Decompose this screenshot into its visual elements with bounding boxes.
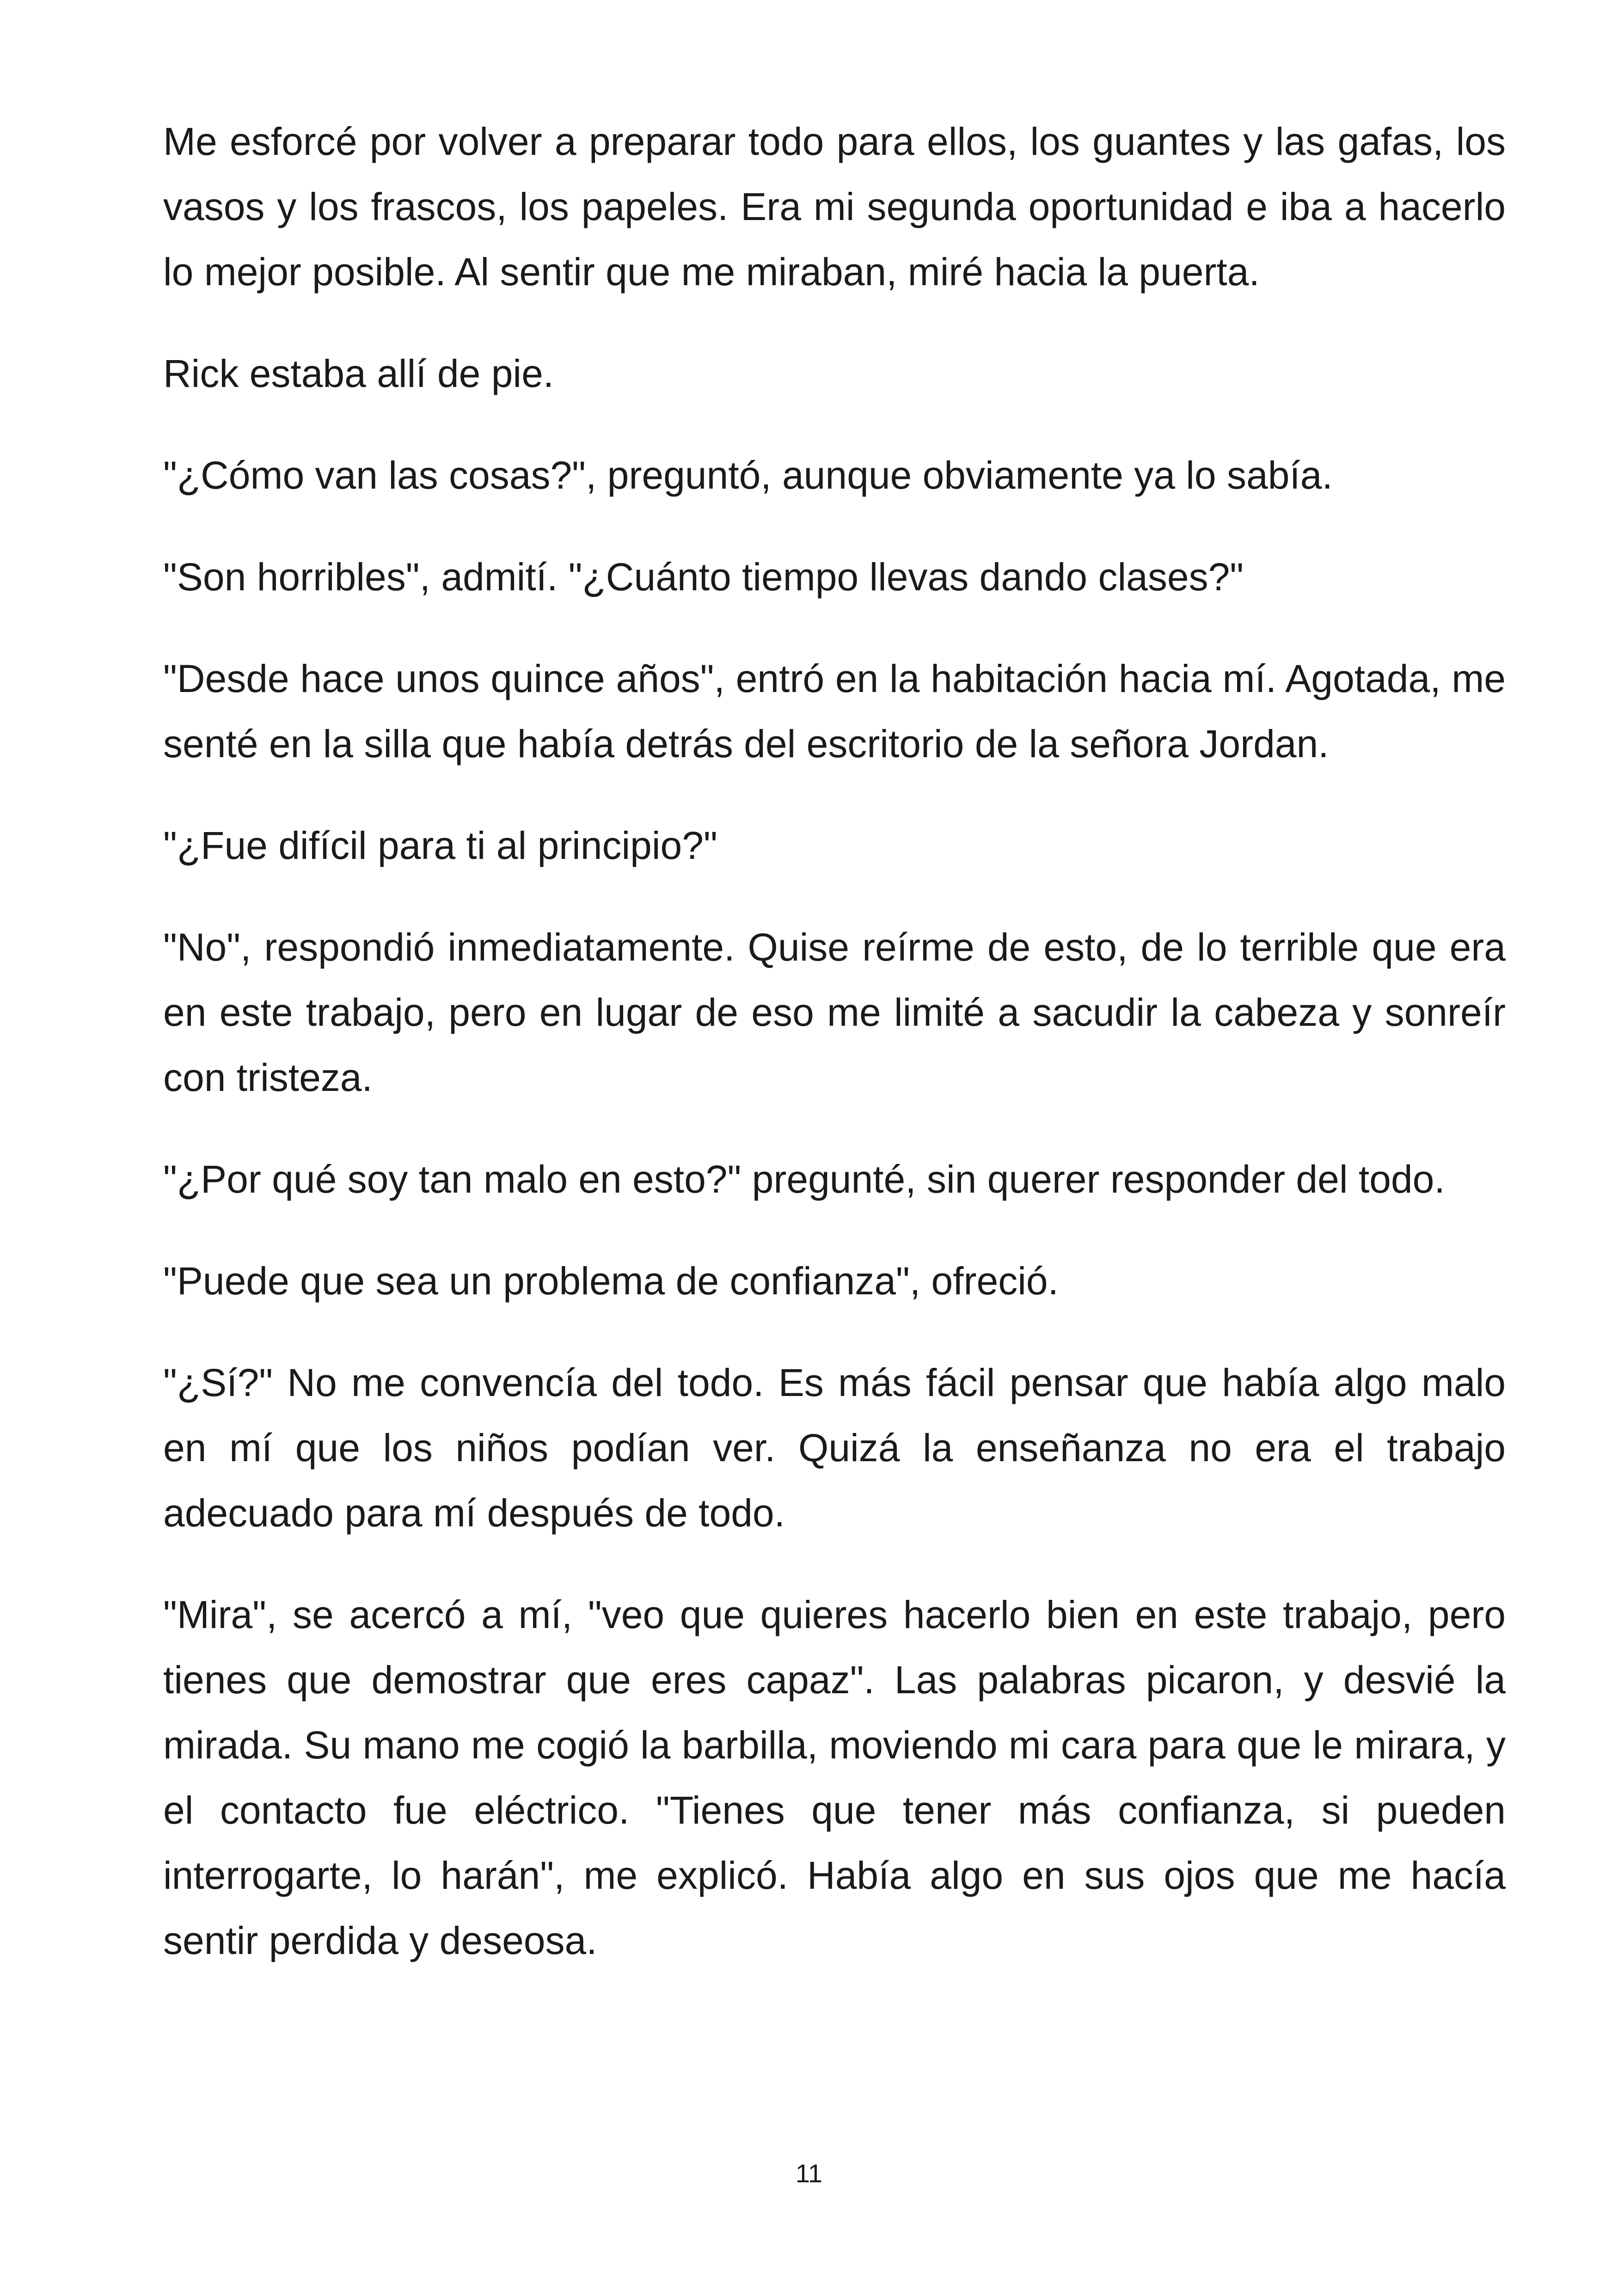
paragraph-7: "No", respondió inmediatamente. Quise reírme de esto, de lo terrible que era en este trabajo, pero en lugar de eso me limité a sacudir la cabeza y sonreír con tristeza. bbox=[163, 925, 1506, 1099]
body-text bbox=[163, 109, 1506, 1973]
paragraph-3: "¿Cómo van las cosas?", preguntó, aunque obviamente ya lo sabía. bbox=[163, 453, 1333, 497]
page-number: 11 bbox=[795, 2159, 823, 2188]
paragraph-4: "Son horribles", admití. "¿Cuánto tiempo llevas dando clases?" bbox=[163, 555, 1244, 599]
paragraph-8: "¿Por qué soy tan malo en esto?" pregunté, sin querer responder del todo. bbox=[163, 1157, 1445, 1201]
paragraph-9: "Puede que sea un problema de confianza", ofreció. bbox=[163, 1259, 1059, 1303]
paragraph-6: "¿Fue difícil para ti al principio?" bbox=[163, 824, 717, 867]
paragraph-2: Rick estaba allí de pie. bbox=[163, 352, 554, 395]
paragraph-5: "Desde hace unos quince años", entró en la habitación hacia mí. Agotada, me senté en la silla que había detrás del escritorio de la señora Jordan. bbox=[163, 657, 1506, 765]
paragraph-1: Me esforcé por volver a preparar todo para ellos, los guantes y las gafas, los vasos y los frascos, los papeles. Era mi segunda oportunidad e iba a hacerlo lo mejor posible. Al sentir que me miraban, miré hacia la puerta. bbox=[163, 120, 1506, 294]
paragraph-10: "¿Sí?" No me convencía del todo. Es más fácil pensar que había algo malo en mí que los niños podían ver. Quizá la enseñanza no era el trabajo adecuado para mí después de todo. bbox=[163, 1361, 1506, 1535]
paragraph-11: "Mira", se acercó a mí, "veo que quieres hacerlo bien en este trabajo, pero tienes que demostrar que eres capaz". Las palabras picaron, y desvié la mirada. Su mano me cogió la barbilla, moviendo mi cara para que le mirara, y el contacto fue eléctrico. "Tienes que tener más confianza, si pueden interrogarte, lo harán", me explicó. Había algo en sus ojos que me hacía sentir perdida y deseosa. bbox=[163, 1593, 1506, 1962]
